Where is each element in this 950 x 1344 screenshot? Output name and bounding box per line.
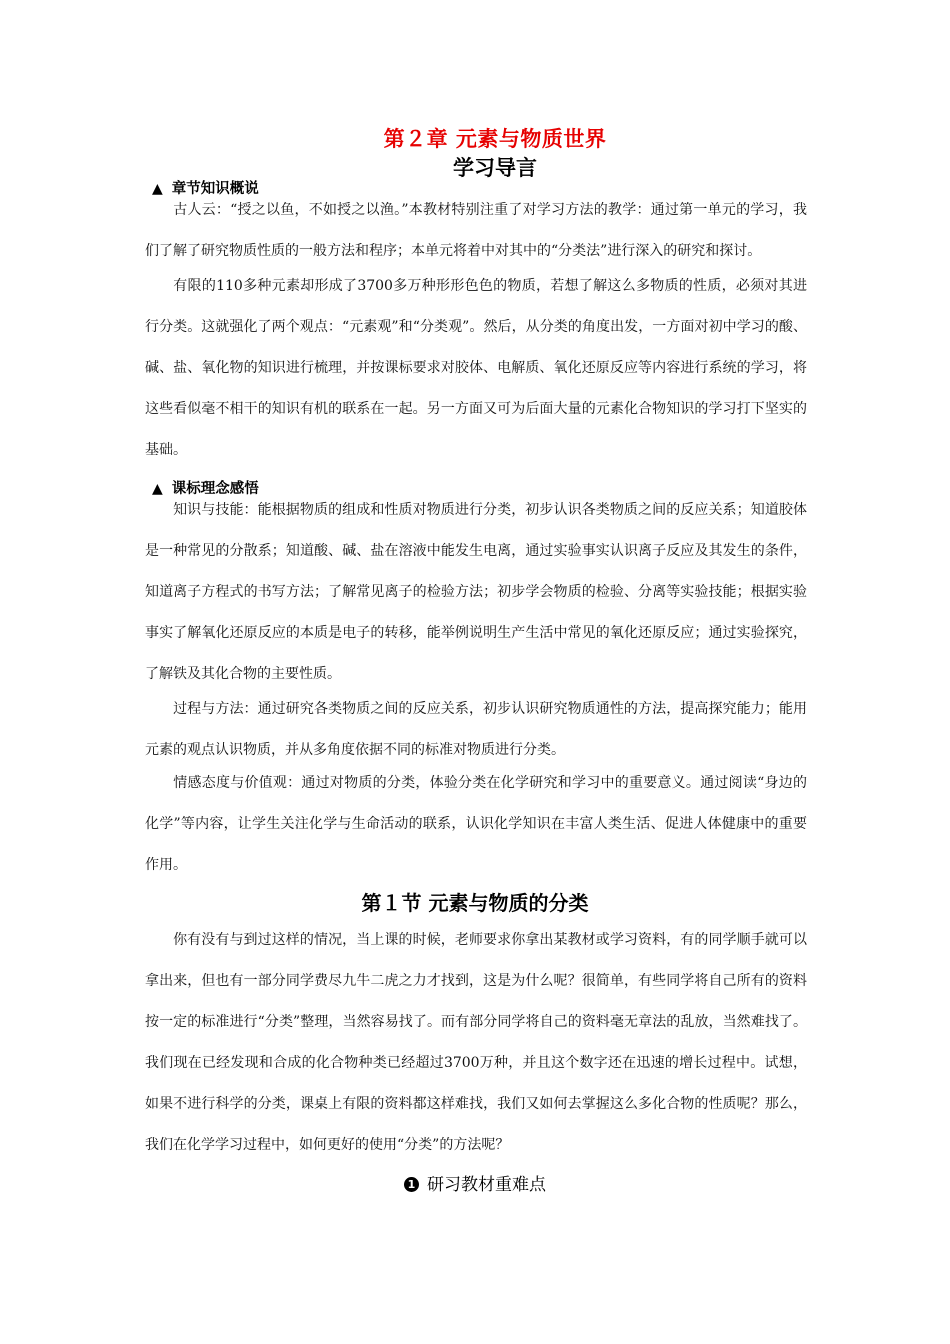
numbered-bullet-icon: 1	[404, 1177, 419, 1192]
section1-intro-paragraph: 你有没有与到过这样的情况，当上课的时候，老师要求你拿出某教材或学习资料，有的同学顺手就可以拿出来，但也有一部分同学费尽九牛二虎之力才找到，这是为什么呢？很简单，有些同学将自己所有的资料按一定的标准进行“分类”整理，当然容易找了。而有部分同学将自己的资料毫无章法的乱放，当然难找了。我们现在已经发现和合成的化合物种类已经超过3700万种，并且这个数字还在迅速的增长过程中。试想，如果不进行科学的分类，课桌上有限的资料都这样难找，我们又如何去掌握这么多化合物的性质呢？那么，我们在化学学习过程中，如何更好的使用“分类”的方法呢？	[145, 932, 807, 1153]
curriculum-paragraph-process: 过程与方法：通过研究各类物质之间的反应关系，初步认识研究物质通性的方法，提高探究能力；能用元素的观点认识物质，并从多角度依据不同的标准对物质进行分类。	[145, 701, 807, 758]
chapter-title: 第２章 元素与物质世界	[383, 126, 607, 151]
curriculum-heading-label: 课标理念感悟	[171, 481, 259, 497]
curriculum-paragraph-knowledge: 知识与技能：能根据物质的组成和性质对物质进行分类，初步认识各类物质之间的反应关系；知道胶体是一种常见的分散系；知道酸、碱、盐在溶液中能发生电离，通过实验事实认识离子反应及其发生的条件，知道离子方程式的书写方法；了解常见离子的检验方法；初步学会物质的检验、分离等实验技能；根据实验事实了解氧化还原反应的本质是电子的转移，能举例说明生产生活中常见的氧化还原反应；通过实验探究，了解铁及其化合物的主要性质。	[145, 502, 807, 682]
overview-paragraph-1: 古人云：“授之以鱼，不如授之以渔。”本教材特别注重了对学习方法的教学：通过第一单元的学习，我们了解了研究物质性质的一般方法和程序；本单元将着中对其中的“分类法”进行深入的研究和探讨。	[145, 202, 807, 259]
chapter-subtitle: 学习导言	[453, 155, 537, 180]
overview-paragraph-2: 有限的110多种元素却形成了3700多万种形形色色的物质，若想了解这么多物质的性质，必须对其进行分类。这就强化了两个观点：“元素观”和“分类观”。然后，从分类的角度出发，一方面对初中学习的酸、碱、盐、氧化物的知识进行梳理，并按课标要求对胶体、电解质、氧化还原反应等内容进行系统的学习，将这些看似毫不相干的知识有机的联系在一起。另一方面又可为后面大量的元素化合物知识的学习打下坚实的基础。	[145, 278, 807, 458]
study-point-heading	[0, 1170, 950, 1195]
triangle-marker-icon: ▲	[152, 181, 163, 197]
overview-heading-label: 章节知识概说	[171, 181, 259, 197]
triangle-marker-icon: ▲	[152, 481, 163, 497]
section1-title: 第１节 元素与物质的分类	[361, 891, 589, 915]
curriculum-paragraph-attitude: 情感态度与价值观：通过对物质的分类，体验分类在化学研究和学习中的重要意义。通过阅读“身边的化学”等内容，让学生关注化学与生命活动的联系，认识化学知识在丰富人类生活、促进人体健康中的重要作用。	[145, 775, 807, 873]
study-point-label: 研习教材重难点	[427, 1175, 546, 1195]
